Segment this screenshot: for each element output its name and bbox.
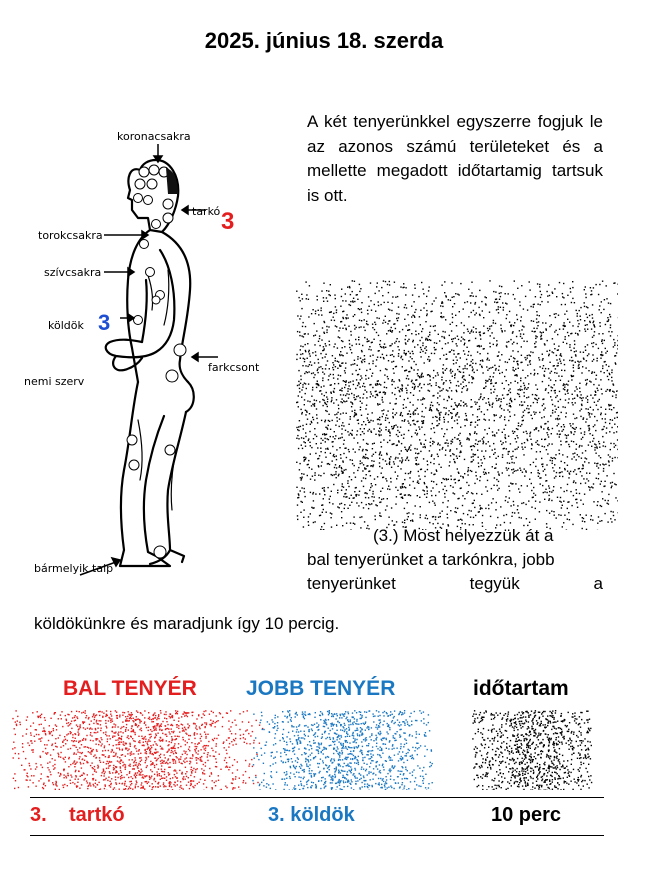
label-tailbone: farkcsont	[208, 361, 260, 374]
page-title: 2025. június 18. szerda	[204, 28, 444, 53]
cell-left-area: tartkó	[69, 804, 125, 826]
table-rule-top	[30, 797, 604, 798]
label-genital: nemi szerv	[24, 375, 85, 388]
acupressure-points	[127, 165, 186, 558]
label-nape: tarkó	[192, 205, 221, 218]
header-right-palm: JOBB TENYÉR	[246, 677, 396, 700]
label-crown: koronacsakra	[117, 130, 191, 143]
step-line3b: tegyük	[469, 574, 520, 593]
human-figure	[106, 160, 194, 566]
body-acupressure-diagram	[20, 120, 282, 598]
label-navel: köldök	[48, 319, 84, 332]
cell-left-number: 3.	[30, 804, 47, 826]
noise-color-band	[12, 710, 612, 790]
cell-right-area: 3. köldök	[268, 804, 355, 826]
step-number: (3.)	[373, 526, 399, 545]
marker-nape-number: 3	[221, 208, 235, 235]
label-heart: szívcsakra	[44, 266, 102, 279]
marker-navel-number: 3	[98, 310, 111, 335]
noise-black	[472, 710, 592, 790]
step-line1: Most helyezzük át a	[403, 526, 554, 545]
intro-paragraph: A két tenyerünkkel egyszerre fogjuk le az azonos számú területeket és a mellette megadott időtartamig tartsuk is ott.	[307, 112, 603, 205]
step-line3c: a	[593, 574, 603, 593]
noise-image-block	[296, 280, 618, 530]
noise-dots	[296, 280, 618, 530]
label-sole: bármelyik talp	[34, 562, 114, 575]
step-instruction-right	[307, 524, 603, 596]
header-duration: időtartam	[473, 677, 569, 700]
header-left-palm: BAL TENYÉR	[63, 677, 197, 700]
step-line2: bal tenyerünket a tarkónkra, jobb	[307, 550, 555, 569]
step-line3a: tenyerünket	[307, 574, 396, 593]
head-dark-region	[166, 168, 178, 194]
step-instruction-last: köldökünkre és maradjunk így 10 percig.	[34, 614, 340, 633]
table-rule-bottom	[30, 835, 604, 836]
noise-red	[12, 710, 263, 790]
noise-blue	[252, 710, 433, 790]
cell-duration: 10 perc	[491, 804, 562, 826]
label-throat: torokcsakra	[38, 229, 103, 242]
